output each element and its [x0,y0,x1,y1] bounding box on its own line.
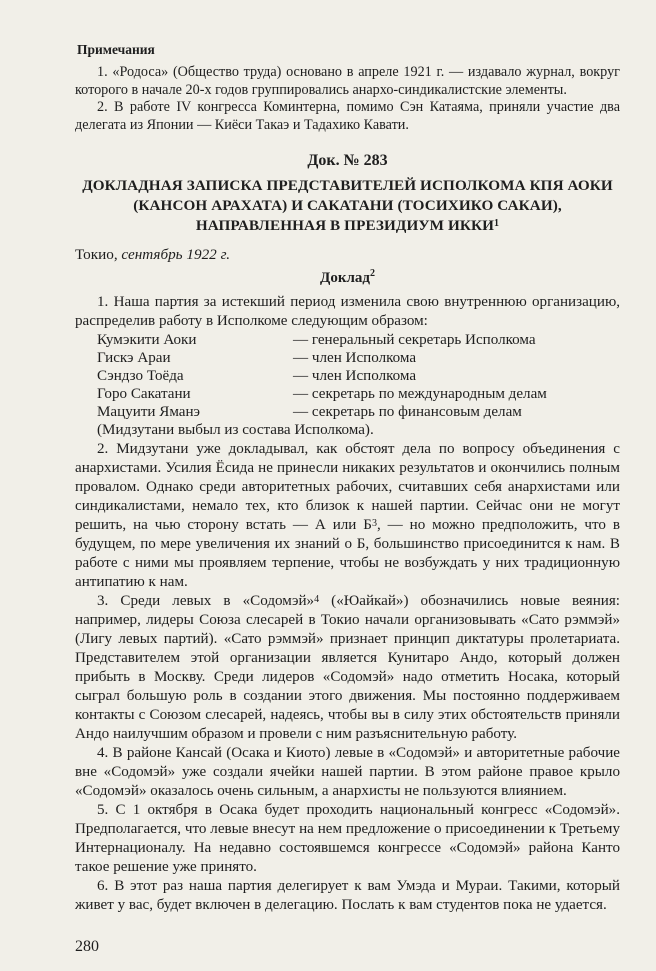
paragraph-2-text-b: , — но можно предположить, что в будущем, по мере увеличения их знаний о Б, большинство присоединится к нам. В работе с ними мы проявляем терпение, чтобы не возбуждать у них традиционную антипатию к нам. [75,517,620,590]
note-2: 2. В работе IV конгресса Коминтерна, помимо Сэн Катаяма, приняли участие два делегата из Японии — Киёси Такаэ и Тадахико Кавати. [75,99,620,133]
roster-item [97,403,620,421]
roster-name: Гискэ Араи [97,350,171,366]
roster-role: — член Исполкома [293,368,417,384]
roster-name: Мацуити Яманэ [97,404,201,420]
roster-item [97,349,620,367]
date: сентябрь 1922 г. [121,246,231,263]
footnote-mark-3: 3 [371,518,377,529]
paragraph-2-text-a: 2. Мидзутани уже докладывал, как обстоят дела по вопросу объединения с анархистами. Усилия Ёсида не принесли никаких результатов и окончились полным провалом. Однако среди авторитетных рабочих, считавших себя анархистами или синдикалистами, немало тех, кто близок к нашей партии. Сейчас они не могут решить, на чью сторону встать — А или Б [75,441,620,533]
footnote-mark-4: 4 [314,594,320,605]
paragraph-6: 6. В этот раз наша партия делегирует к вам Умэда и Мураи. Такими, который живет у вас, будет включен в делегацию. Послать к вам студентов пока не удается. [75,878,620,913]
roster-name: Сэндзо Тоёда [97,368,184,384]
roster-role: — генеральный секретарь Исполкома [293,332,536,348]
report-title-text: Доклад [320,270,370,286]
roster-name: Кумэкити Аоки [97,332,197,348]
paragraph-3-text-b: («Юайкай») обозначились новые веяния: например, лидеры Союза слесарей в Токио начали организовывать «Сато рэммэй» (Лигу левых партий). «Сато рэммэй» признает принцип диктатуры пролетариата. Представителем этой организации является Кунитаро Андо, который должен прибыть в Москву. Среди лидеров «Содомэй» надо отметить Носака, который сыграл большую роль в создании этого движения. Мы постоянно поддерживаем контакты с Союзом слесарей, надеясь, чтобы вы в силу этих обстоятельств приняли Андо наилучшим образом и провели с ним разъяснительную работу. [75,593,620,742]
page-number: 280 [75,938,99,955]
note-1: 1. «Родоса» (Общество труда) основано в апреле 1921 г. — издавало журнал, вокруг которого в начале 20-х годов группировались анархо-синдикалистские элементы. [75,64,620,98]
place: Токио, [75,246,118,263]
paragraph-1: 1. Наша партия за истекший период изменила свою внутреннюю организацию, распределив работу в Исполкоме следующим образом: [75,294,620,329]
paragraph-2 [75,440,620,592]
paragraph-4: 4. В районе Кансай (Осака и Киото) левые в «Содомэй» и авторитетные рабочие вне «Содомэй» уже создали ячейки нашей партии. В этом районе правое крыло «Содомэй» оказалось очень сильным, а анархисты не пользуются влиянием. [75,745,620,799]
document-number: Док. № 283 [307,152,388,169]
title-footnote-mark: 1 [494,218,500,229]
paragraph-3 [75,592,620,744]
report-title [75,270,620,287]
roster-role: — секретарь по международным делам [293,386,547,402]
document-title-text: ДОКЛАДНАЯ ЗАПИСКА ПРЕДСТАВИТЕЛЕЙ ИСПОЛКОМА КПЯ АОКИ (КАНСОН АРАХАТА) И САКАТАНИ (ТОСИХИКО САКАИ), НАПРАВЛЕННАЯ В ПРЕЗИДИУМ ИККИ [82,177,613,234]
place-date [75,246,620,264]
roster-item [97,331,620,349]
roster-role: — член Исполкома [293,350,417,366]
report-footnote-mark: 2 [369,268,375,279]
roster-item [97,385,620,403]
paragraph-5: 5. С 1 октября в Осака будет проходить национальный конгресс «Содомэй». Предполагается, что левые внесут на нем предложение о присоединении к Третьему Интернационалу. На недавно состоявшемся конгрессе «Содомэй» района Канто такое решение уже принято. [75,802,620,875]
paragraph-3-text-a: 3. Среди левых в «Содомэй» [97,593,315,609]
roster-note: (Мидзутани выбыл из состава Исполкома). [97,422,374,438]
notes-title: Примечания [77,42,155,57]
document-title [75,176,620,236]
roster-list [97,331,620,421]
roster-role: — секретарь по финансовым делам [293,404,522,420]
roster-item [97,367,620,385]
roster-name: Горо Сакатани [97,386,191,402]
